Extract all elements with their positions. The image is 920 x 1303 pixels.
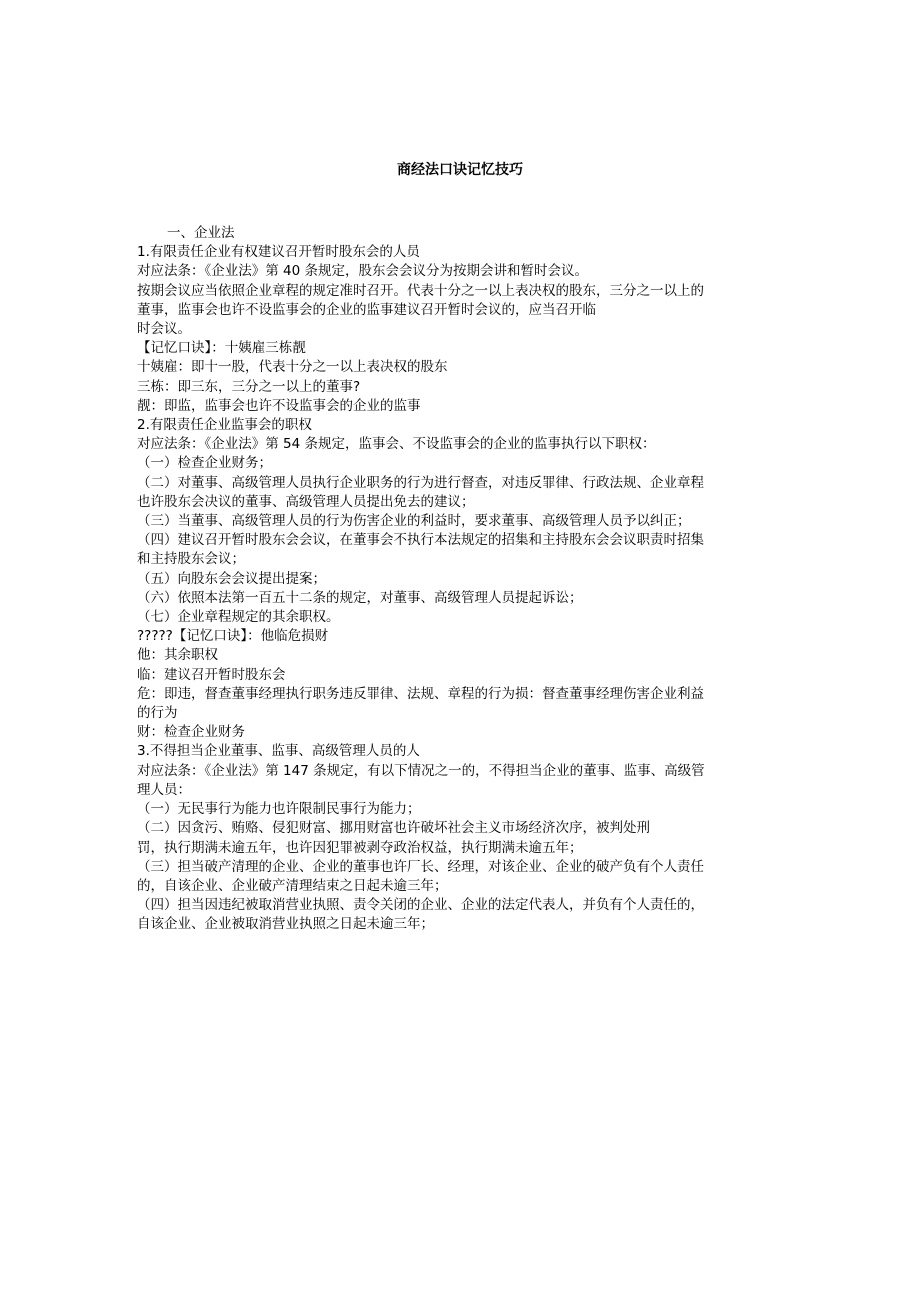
paragraph: 临：建议召开暂时股东会 [137,666,286,683]
paragraph: 十姨雇：即十一股，代表十分之一以上表决权的股东 [137,359,448,376]
paragraph: 三栋：即三东，三分之一以上的董事? [137,378,361,395]
paragraph: 对应法条：《企业法》第 54 条规定，监事会、不设监事会的企业的监事执行以下职权： [137,436,656,453]
list-item: （四）担当因违纪被取消营业执照、责令关闭的企业、企业的法定代表人，并负有个人责任的，自该企业、企业被取消营业执照之日起未逾三年； [137,897,704,933]
paragraph: 罚，执行期满未逾五年，也许因犯罪被剥夺政治权益，执行期满未逾五年； [137,839,583,856]
list-item: （七）企业章程规定的其余职权。 [137,609,340,626]
paragraph: 时会议。 [137,321,191,338]
item-heading: 1.有限责任企业有权建议召开暂时股东会的人员 [137,244,420,261]
list-item: （二）因贪污、贿赂、侵犯财富、挪用财富也许破坏社会主义市场经济次序，被判处刑 [137,820,650,837]
paragraph: 按期会议应当依照企业章程的规定准时召开。代表十分之一以上表决权的股东，三分之一以上的董事，监事会也许不设监事会的企业的监事建议召开暂时会议的，应当召开临 [137,282,704,318]
mnemonic-line: ?????【记忆口诀】：他临危损财 [137,628,329,645]
list-item: （五）向股东会会议提出提案； [137,570,326,587]
list-item: （一）检查企业财务； [137,455,272,472]
section-heading: 一、企业法 [167,225,235,241]
document-title: 商经法口诀记忆技巧 [397,162,523,178]
paragraph: 他：其余职权 [137,647,218,664]
paragraph: 对应法条：《企业法》第 147 条规定，有以下情况之一的，不得担当企业的董事、监事、高级管理人员： [137,762,705,798]
list-item: （四）建议召开暂时股东会会议，在董事会不执行本法规定的招集和主持股东会会议职责时招集和主持股东会议； [137,532,704,568]
paragraph: 靓：即监，监事会也许不设监事会的企业的监事 [137,397,421,414]
mnemonic-line: 【记忆口诀】：十姨雇三栋靓 [137,340,306,357]
list-item: （三）当董事、高级管理人员的行为伤害企业的利益时，要求董事、高级管理人员予以纠正； [137,513,691,530]
document-body [137,224,715,935]
list-item: （一）无民事行为能力也许限制民事行为能力； [137,801,421,818]
paragraph: 危：即违，督查董事经理执行职务违反罪律、法规、章程的行为损：督查董事经理伤害企业利益的行为 [137,685,704,722]
item-heading: 3.不得担当企业董事、监事、高级管理人员的人 [137,743,420,760]
list-item: （六）依照本法第一百五十二条的规定，对董事、高级管理人员提起诉讼； [137,589,583,606]
paragraph: 对应法条：《企业法》第 40 条规定，股东会会议分为按期会讲和暂时会议。 [137,263,589,280]
item-heading: 2.有限责任企业监事会的职权 [137,417,312,434]
list-item: （三）担当破产清理的企业、企业的董事也许厂长、经理，对该企业、企业的破产负有个人责任的，自该企业、企业破产清理结束之日起未逾三年； [137,858,704,894]
list-item: （二）对董事、高级管理人员执行企业职务的行为进行督查，对违反罪律、行政法规、企业章程也许股东会决议的董事、高级管理人员提出免去的建议； [137,474,704,510]
paragraph: 财：检查企业财务 [137,724,245,741]
